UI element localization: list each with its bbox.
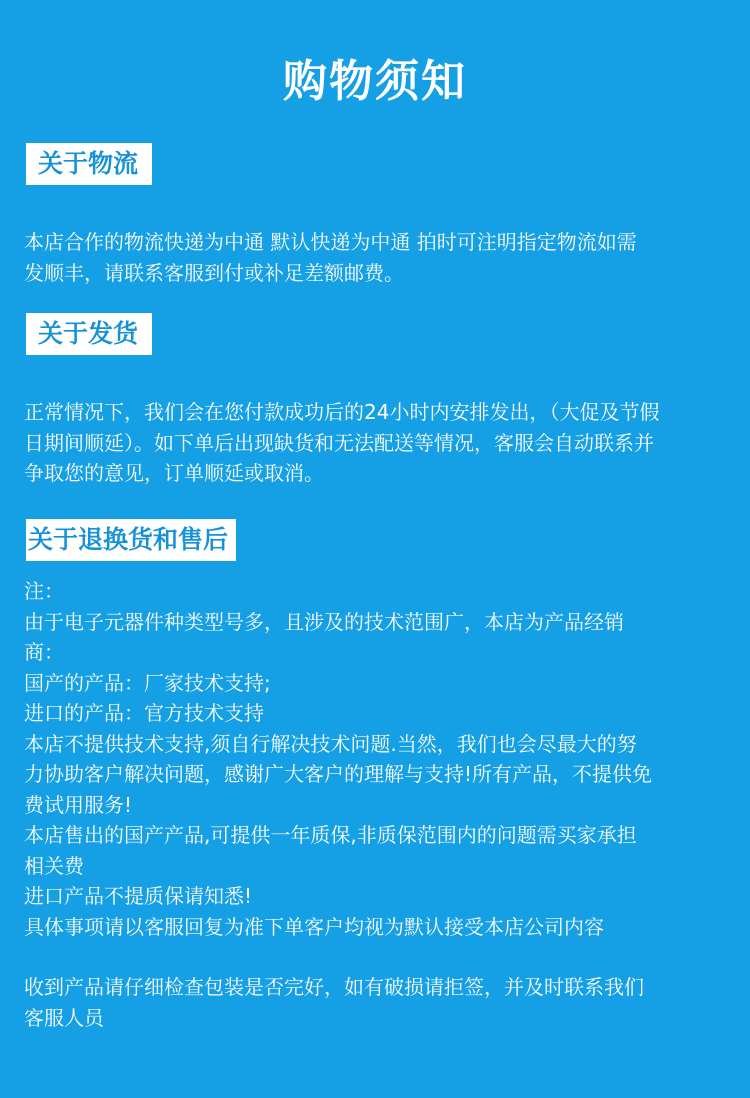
returns-line: 费试用服务! xyxy=(24,792,133,817)
returns-heading: 关于退换货和售后 xyxy=(26,519,236,561)
returns-line: 相关费 xyxy=(24,853,84,878)
returns-body xyxy=(24,576,730,1033)
returns-line: 由于电子元器件种类型号多，且涉及的技术范围广，本店为产品经销 xyxy=(24,609,624,634)
shipping-line: 日期间顺延）。如下单后出现缺货和无法配送等情况，客服会自动联系并 xyxy=(24,430,654,455)
returns-closing-line: 收到产品请仔细检查包装是否完好，如有破损请拒签，并及时联系我们 xyxy=(24,975,644,999)
returns-line: 本店不提供技术支持,须自行解决技术问题.当然，我们也会尽最大的努 xyxy=(24,731,637,756)
returns-line: 具体事项请以客服回复为准下单客户均视为默认接受本店公司内容 xyxy=(24,914,604,939)
logistics-body xyxy=(24,227,730,288)
logistics-line: 发顺丰，请联系客服到付或补足差额邮费。 xyxy=(24,260,404,285)
returns-line: 进口的产品：官方技术支持 xyxy=(24,701,264,725)
page-title: 购物须知 xyxy=(283,56,467,107)
shipping-line: 正常情况下，我们会在您付款成功后的24小时内安排发出，（大促及节假 xyxy=(24,400,660,424)
returns-closing-line: 客服人员 xyxy=(24,1005,104,1030)
shipping-heading: 关于发货 xyxy=(26,313,152,355)
logistics-heading: 关于物流 xyxy=(26,143,152,185)
returns-line: 国产的产品：厂家技术支持; xyxy=(24,670,271,695)
returns-line: 本店售出的国产产品,可提供一年质保,非质保范围内的问题需买家承担 xyxy=(24,823,637,847)
shipping-line: 争取您的意见，订单顺延或取消。 xyxy=(24,461,324,485)
returns-line: 商： xyxy=(24,640,64,664)
paragraph-gap xyxy=(24,942,730,972)
returns-line: 注： xyxy=(24,579,64,603)
shipping-body xyxy=(24,397,730,489)
logistics-line: 本店合作的物流快递为中通 默认快递为中通 拍时可注明指定物流如需 xyxy=(24,230,637,254)
returns-line: 进口产品不提质保请知悉! xyxy=(24,884,253,908)
returns-line: 力协助客户解决问题，感谢广大客户的理解与支持!所有产品，不提供免 xyxy=(24,762,653,786)
